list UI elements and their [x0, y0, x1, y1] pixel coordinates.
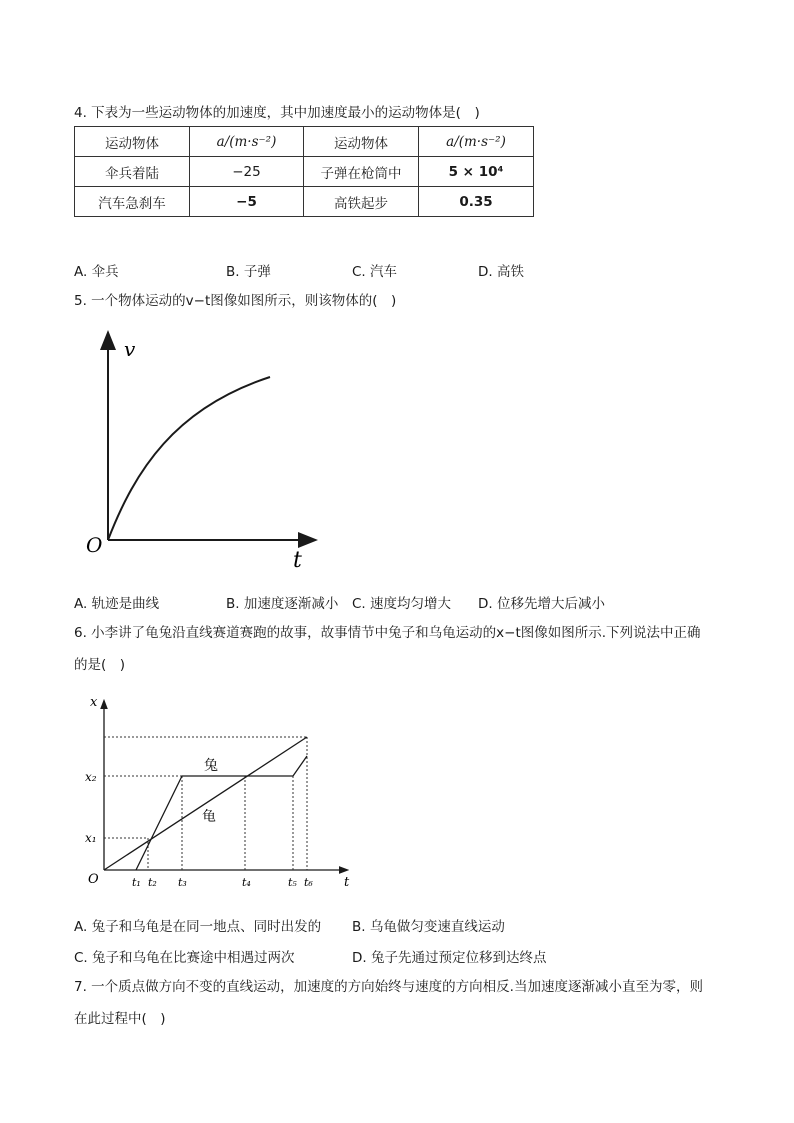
- q5-stem: 5. 一个物体运动的v−t图像如图所示，则该物体的( ): [74, 293, 397, 309]
- q4-stem: 4. 下表为一些运动物体的加速度，其中加速度最小的运动物体是( ): [74, 105, 480, 121]
- rabbit-line: [136, 756, 307, 870]
- q6-option-a[interactable]: A. 兔子和乌龟是在同一地点、同时出发的: [74, 919, 322, 935]
- q6-xt-graph: [82, 690, 362, 895]
- origin-label: O: [86, 533, 103, 557]
- table-cell: 子弹在枪筒中: [304, 157, 419, 187]
- table-header-cell: a/(m·s⁻²): [190, 127, 304, 157]
- table-cell: 5 × 10⁴: [419, 157, 534, 187]
- table-row: [75, 157, 534, 187]
- turtle-line: [104, 737, 307, 870]
- vt-curve: [108, 377, 270, 540]
- q6-option-d[interactable]: D. 兔子先通过预定位移到达终点: [352, 950, 547, 966]
- q7-stem-line1: 7. 一个质点做方向不变的直线运动，加速度的方向始终与速度的方向相反.当加速度逐渐减小直至为零，则: [74, 979, 703, 995]
- x-tick-t5: t₅: [288, 876, 297, 889]
- q4-option-d[interactable]: D. 高铁: [478, 264, 524, 280]
- q5-vt-graph: [80, 330, 320, 575]
- acceleration-table: [74, 126, 534, 217]
- x-tick-t3: t₃: [178, 876, 187, 889]
- table-header-cell: a/(m·s⁻²): [419, 127, 534, 157]
- table-header-cell: 运动物体: [304, 127, 419, 157]
- q7-stem-line2: 在此过程中( ): [74, 1011, 166, 1027]
- v-axis-label: v: [124, 337, 136, 361]
- turtle-label: 龟: [202, 809, 216, 825]
- q5-option-a[interactable]: A. 轨迹是曲线: [74, 596, 160, 612]
- table-cell: 高铁起步: [304, 187, 419, 217]
- x-tick-t2: t₂: [148, 876, 157, 889]
- x-tick-t4: t₄: [242, 876, 251, 889]
- q6-stem-line2: 的是( ): [74, 657, 126, 673]
- y-tick-x2: x₂: [85, 770, 97, 784]
- x-tick-t6: t₆: [304, 876, 313, 889]
- t-axis-label: t: [293, 548, 302, 573]
- table-cell: 汽车急刹车: [75, 187, 190, 217]
- table-cell: −5: [190, 187, 304, 217]
- table-row: [75, 187, 534, 217]
- y-tick-x1: x₁: [85, 831, 97, 845]
- q6-stem-line1: 6. 小李讲了龟兔沿直线赛道赛跑的故事，故事情节中兔子和乌龟运动的x−t图像如图所示.下列说法中正确: [74, 625, 701, 641]
- q4-option-a[interactable]: A. 伞兵: [74, 264, 119, 280]
- q5-option-b[interactable]: B. 加速度逐渐减小: [226, 596, 339, 612]
- t-axis-label: t: [344, 875, 350, 890]
- q5-option-d[interactable]: D. 位移先增大后减小: [478, 596, 605, 612]
- table-header-cell: 运动物体: [75, 127, 190, 157]
- q4-option-c[interactable]: C. 汽车: [352, 264, 398, 280]
- q5-option-c[interactable]: C. 速度均匀增大: [352, 596, 452, 612]
- q6-option-c[interactable]: C. 兔子和乌龟在比赛途中相遇过两次: [74, 950, 295, 966]
- q6-option-b[interactable]: B. 乌龟做匀变速直线运动: [352, 919, 505, 935]
- rabbit-label: 兔: [204, 758, 218, 774]
- table-cell: 伞兵着陆: [75, 157, 190, 187]
- x-tick-t1: t₁: [132, 876, 141, 889]
- table-cell: 0.35: [419, 187, 534, 217]
- table-cell: −25: [190, 157, 304, 187]
- x-axis-label: x: [90, 695, 98, 710]
- table-row: [75, 127, 534, 157]
- origin-label: O: [88, 872, 99, 887]
- q4-option-b[interactable]: B. 子弹: [226, 264, 271, 280]
